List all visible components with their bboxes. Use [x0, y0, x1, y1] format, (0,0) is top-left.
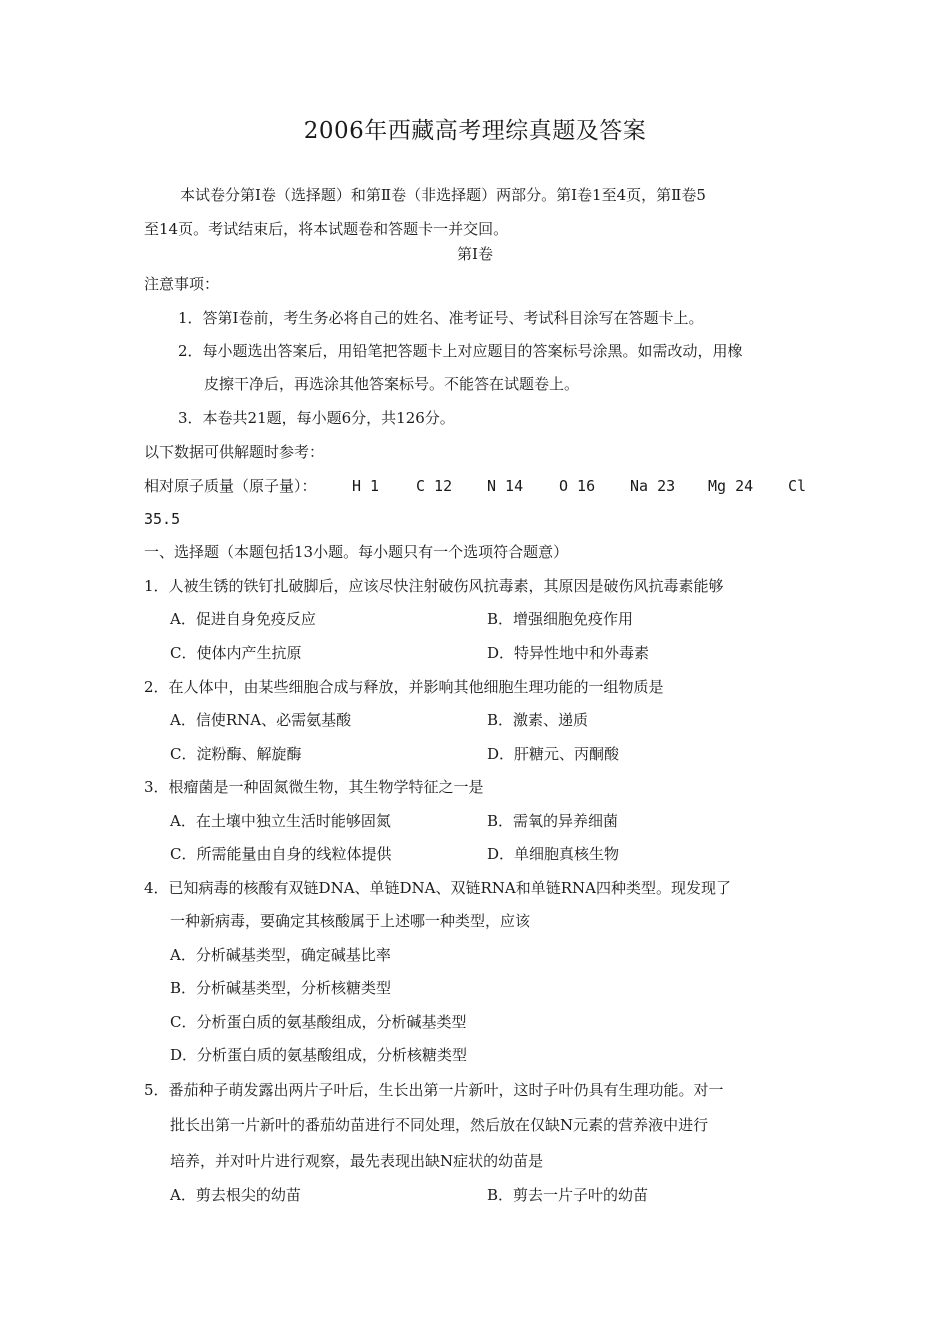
question-4-option-a: A．分析碱基类型，确定碱基比率	[170, 946, 391, 964]
intro-line-1: 本试卷分第Ⅰ卷（选择题）和第Ⅱ卷（非选择题）两部分。第Ⅰ卷1至4页，第Ⅱ卷5	[180, 186, 706, 204]
question-5-stem-line-2: 批长出第一片新叶的番茄幼苗进行不同处理，然后放在仅缺N元素的营养液中进行	[170, 1116, 709, 1134]
atomic-mass-cl-value: 35.5	[144, 510, 181, 528]
question-5-option-a: A．剪去根尖的幼苗	[170, 1186, 301, 1204]
question-2-option-d: D．肝糖元、丙酮酸	[487, 745, 620, 763]
question-4-stem-line-2: 一种新病毒，要确定其核酸属于上述哪一种类型，应该	[170, 912, 531, 930]
atomic-mass-label: 相对原子质量（原子量）：	[144, 477, 317, 495]
question-1-option-c: C．使体内产生抗原	[170, 644, 302, 662]
atomic-mass-c: C 12	[416, 477, 453, 495]
question-3-option-d: D．单细胞真核生物	[487, 845, 620, 863]
atomic-mass-cl: Cl	[788, 477, 807, 495]
question-5-stem-line-3: 培养，并对叶片进行观察，最先表现出缺N症状的幼苗是	[170, 1152, 544, 1170]
atomic-mass-o: O 16	[559, 477, 596, 495]
question-2-option-a: A．信使RNA、必需氨基酸	[170, 711, 352, 729]
reference-heading: 以下数据可供解题时参考：	[144, 443, 325, 461]
question-5-stem-line-1: 5．番茄种子萌发露出两片子叶后，生长出第一片新叶，这时子叶仍具有生理功能。对一	[144, 1081, 724, 1099]
question-2-stem: 2．在人体中，由某些细胞合成与释放，并影响其他细胞生理功能的一组物质是	[144, 678, 664, 696]
intro-line-2: 至14页。考试结束后，将本试题卷和答题卡一并交回。	[144, 220, 509, 238]
question-2-option-c: C．淀粉酶、解旋酶	[170, 745, 302, 763]
part-one-heading: 一、选择题（本题包括13小题。每小题只有一个选项符合题意）	[144, 543, 569, 561]
question-1-option-b: B．增强细胞免疫作用	[487, 610, 634, 628]
question-1-option-a: A．促进自身免疫反应	[170, 610, 316, 628]
question-3-option-c: C．所需能量由自身的线粒体提供	[170, 845, 392, 863]
section-label: 第Ⅰ卷	[457, 245, 493, 263]
atomic-mass-n: N 14	[487, 477, 524, 495]
question-1-option-d: D．特异性地中和外毒素	[487, 644, 650, 662]
notice-item-2-line-2: 皮擦干净后，再选涂其他答案标号。不能答在试题卷上。	[204, 375, 580, 393]
question-1-stem: 1．人被生锈的铁钉扎破脚后，应该尽快注射破伤风抗毒素，其原因是破伤风抗毒素能够	[144, 577, 724, 595]
question-5-option-b: B．剪去一片子叶的幼苗	[487, 1186, 649, 1204]
question-4-option-b: B．分析碱基类型，分析核糖类型	[170, 979, 392, 997]
question-3-stem: 3．根瘤菌是一种固氮微生物，其生物学特征之一是	[144, 778, 484, 796]
question-3-option-b: B．需氧的异养细菌	[487, 812, 619, 830]
question-4-option-d: D．分析蛋白质的氨基酸组成，分析核糖类型	[170, 1046, 468, 1064]
atomic-mass-na: Na 23	[630, 477, 676, 495]
question-4-stem-line-1: 4．已知病毒的核酸有双链DNA、单链DNA、双链RNA和单链RNA四种类型。现发现了	[144, 879, 732, 897]
atomic-mass-h: H 1	[352, 477, 380, 495]
question-3-option-a: A．在土壤中独立生活时能够固氮	[170, 812, 391, 830]
notice-item-3: 3．本卷共21题，每小题6分，共126分。	[178, 409, 455, 427]
page-title: 2006年西藏高考理综真题及答案	[303, 118, 647, 144]
notice-item-1: 1．答第Ⅰ卷前，考生务必将自己的姓名、准考证号、考试科目涂写在答题卡上。	[178, 309, 704, 327]
notice-heading: 注意事项：	[144, 275, 220, 293]
question-2-option-b: B．激素、递质	[487, 711, 589, 729]
notice-item-2-line-1: 2．每小题选出答案后，用铅笔把答题卡上对应题目的答案标号涂黑。如需改动，用橡	[178, 342, 743, 360]
question-4-option-c: C．分析蛋白质的氨基酸组成，分析碱基类型	[170, 1013, 467, 1031]
atomic-mass-mg: Mg 24	[708, 477, 754, 495]
